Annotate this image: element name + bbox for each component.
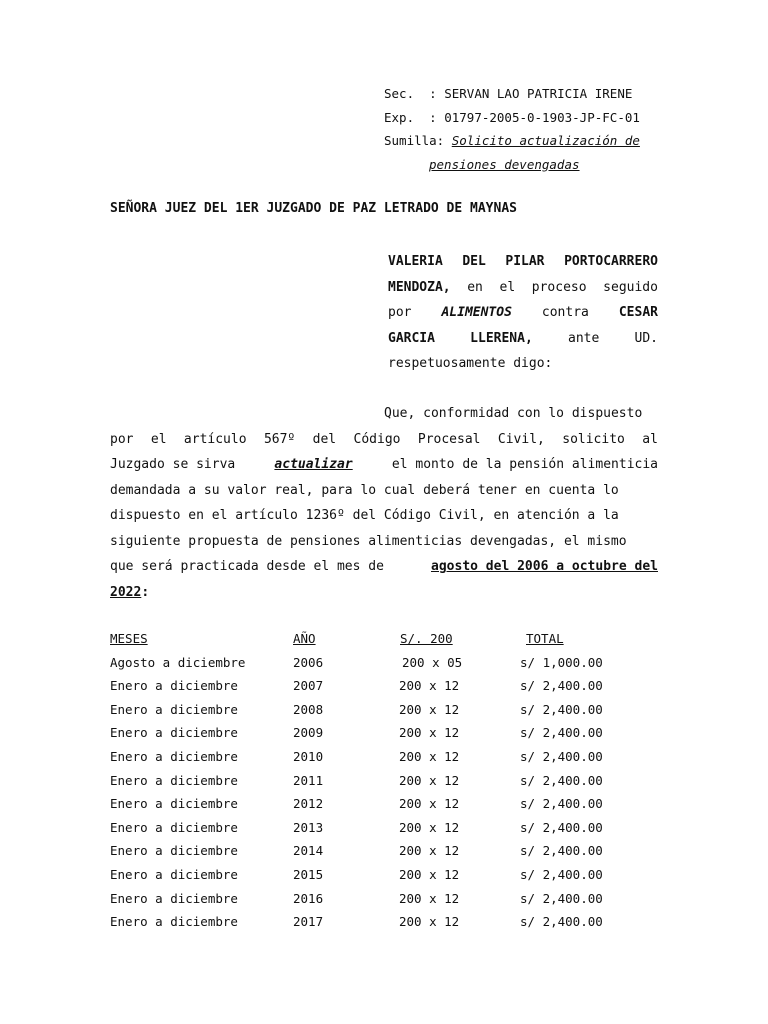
row-months: Enero a diciembre	[110, 748, 238, 764]
row-total: s/ 2,400.00	[520, 748, 603, 764]
header-total: TOTAL	[526, 631, 564, 646]
row-calc: 200 x 12	[399, 866, 460, 882]
table-row	[110, 891, 630, 915]
body-line-1: Que, conformidad con lo dispuesto	[384, 406, 643, 421]
intro-line-2	[388, 275, 658, 301]
body-word: al	[642, 431, 658, 447]
body-line-4: demandada a su valor real, para lo cual deberá tener en cuenta lo	[110, 482, 619, 498]
body-line-2	[110, 427, 658, 453]
petitioner-intro	[388, 249, 658, 377]
table-row	[110, 914, 630, 938]
table-row	[110, 702, 630, 726]
table-row	[110, 843, 630, 867]
row-months: Enero a diciembre	[110, 725, 238, 741]
intro-word: el	[499, 279, 516, 295]
row-total: s/ 2,400.00	[520, 772, 603, 788]
row-calc: 200 x 12	[399, 819, 460, 835]
body-word: solicito	[562, 431, 625, 447]
defendant-surname-2: LLERENA,	[470, 330, 533, 346]
intro-word: seguido	[603, 279, 658, 295]
row-calc: 200 x 12	[399, 748, 460, 764]
table-row	[110, 655, 630, 679]
body-word: del	[312, 431, 337, 447]
row-calc: 200 x 12	[399, 890, 460, 906]
intro-word: en	[467, 279, 483, 295]
body-word: por	[110, 431, 134, 447]
row-calc: 200 x 12	[399, 678, 460, 694]
case-header	[384, 82, 674, 176]
intro-word: por	[388, 305, 412, 320]
row-months: Enero a diciembre	[110, 890, 238, 906]
row-year: 2013	[293, 819, 324, 835]
intro-line-3	[388, 300, 658, 326]
intro-word: contra	[541, 305, 589, 320]
row-total: s/ 2,400.00	[520, 890, 603, 906]
table-row	[110, 820, 630, 844]
intro-word: ante	[568, 330, 600, 346]
row-total: s/ 2,400.00	[520, 701, 603, 717]
body-word: Civil,	[497, 431, 545, 447]
row-months: Enero a diciembre	[110, 914, 238, 930]
table-body	[110, 655, 630, 938]
body-line-7	[110, 554, 658, 580]
row-months: Enero a diciembre	[110, 843, 238, 859]
row-total: s/ 2,400.00	[520, 819, 603, 835]
intro-word: PILAR	[505, 254, 545, 269]
intro-word: UD.	[634, 330, 658, 346]
row-calc: 200 x 12	[399, 796, 460, 812]
intro-word: proceso	[531, 279, 587, 295]
body-word: Código	[353, 431, 401, 447]
body-line-6: siguiente propuesta de pensiones alimenticias devengadas, el mismo	[110, 533, 627, 549]
request-paragraph	[110, 401, 658, 605]
row-calc: 200 x 12	[399, 725, 460, 741]
row-months: Enero a diciembre	[110, 819, 238, 835]
body-line-5: dispuesto en el artículo 1236º del Código Civil, en atención a la	[110, 508, 619, 523]
row-months: Agosto a diciembre	[110, 654, 246, 670]
row-year: 2007	[293, 678, 324, 694]
row-calc: 200 x 12	[399, 772, 460, 788]
defendant-surname: GARCIA	[388, 330, 435, 346]
row-total: s/ 2,400.00	[520, 678, 603, 694]
exp-label: Exp.	[384, 109, 415, 125]
body-line-8	[110, 580, 658, 606]
addressee-title: SEÑORA JUEZ DEL 1ER JUZGADO DE PAZ LETRADO DE MAYNAS	[110, 201, 517, 216]
row-calc: 200 x 12	[399, 843, 460, 859]
intro-line-5: respetuosamente digo:	[388, 356, 553, 371]
intro-word: PORTOCARRERO	[564, 254, 658, 269]
colon: :	[141, 584, 150, 600]
sec-value: : SERVAN LAO PATRICIA IRENE	[429, 86, 633, 101]
row-year: 2010	[293, 748, 324, 764]
row-total: s/ 2,400.00	[520, 843, 603, 859]
period-end-year: 2022	[110, 584, 142, 600]
row-months: Enero a diciembre	[110, 772, 238, 788]
row-total: s/ 1,000.00	[520, 654, 603, 670]
table-header	[110, 631, 630, 655]
table-row	[110, 796, 630, 820]
sumilla-text-line1: Solicito actualización de	[451, 133, 640, 148]
process-type: ALIMENTOS	[441, 305, 512, 320]
row-calc: 200 x 12	[399, 701, 460, 717]
exp-value: : 01797-2005-0-1903-JP-FC-01	[429, 109, 640, 125]
body-word: Procesal	[417, 431, 481, 447]
body-text: que será practicada desde el mes de	[110, 559, 384, 574]
period-range: agosto del 2006 a octubre del	[431, 559, 658, 574]
row-year: 2016	[293, 890, 324, 906]
row-calc: 200 x 12	[399, 914, 460, 930]
row-year: 2014	[293, 843, 324, 859]
table-row	[110, 678, 630, 702]
sumilla-row-2	[384, 153, 674, 177]
row-year: 2012	[293, 796, 324, 812]
body-word: el	[150, 431, 167, 447]
body-word: artículo	[183, 431, 247, 447]
row-months: Enero a diciembre	[110, 701, 238, 717]
row-months: Enero a diciembre	[110, 678, 238, 694]
row-year: 2006	[293, 654, 324, 670]
row-year: 2009	[293, 725, 324, 741]
intro-word: DEL	[462, 254, 486, 269]
body-line-3	[110, 452, 658, 478]
row-months: Enero a diciembre	[110, 866, 238, 882]
emphasis-actualizar: actualizar	[274, 457, 353, 472]
intro-line-4	[388, 326, 658, 352]
body-text: Juzgado se sirva	[110, 457, 236, 472]
intro-word: VALERIA	[388, 254, 443, 269]
exp-row	[384, 106, 674, 130]
petitioner-surname: MENDOZA,	[388, 279, 451, 295]
header-meses: MESES	[110, 631, 148, 646]
defendant-name: CESAR	[618, 305, 658, 320]
sumilla-row	[384, 129, 674, 153]
body-word: 567º	[263, 431, 296, 447]
pensions-table	[110, 631, 630, 938]
body-text: el monto de la pensión alimenticia	[391, 457, 658, 472]
sec-row	[384, 82, 674, 106]
header-amount: S/. 200	[400, 631, 453, 646]
row-total: s/ 2,400.00	[520, 796, 603, 812]
row-total: s/ 2,400.00	[520, 914, 603, 930]
row-total: s/ 2,400.00	[520, 866, 603, 882]
row-year: 2011	[293, 772, 324, 788]
table-row	[110, 867, 630, 891]
table-row	[110, 725, 630, 749]
row-year: 2017	[293, 914, 324, 930]
table-row	[110, 773, 630, 797]
row-months: Enero a diciembre	[110, 796, 238, 812]
row-total: s/ 2,400.00	[520, 725, 603, 741]
row-calc: 200 x 05	[402, 654, 463, 670]
table-row	[110, 749, 630, 773]
sumilla-label: Sumilla:	[384, 133, 445, 148]
header-ano: AÑO	[293, 631, 316, 646]
sec-label: Sec.	[384, 86, 415, 101]
intro-line-1	[388, 249, 658, 275]
row-year: 2008	[293, 701, 324, 717]
row-year: 2015	[293, 866, 324, 882]
sumilla-text-line2: pensiones devengadas	[429, 156, 580, 172]
